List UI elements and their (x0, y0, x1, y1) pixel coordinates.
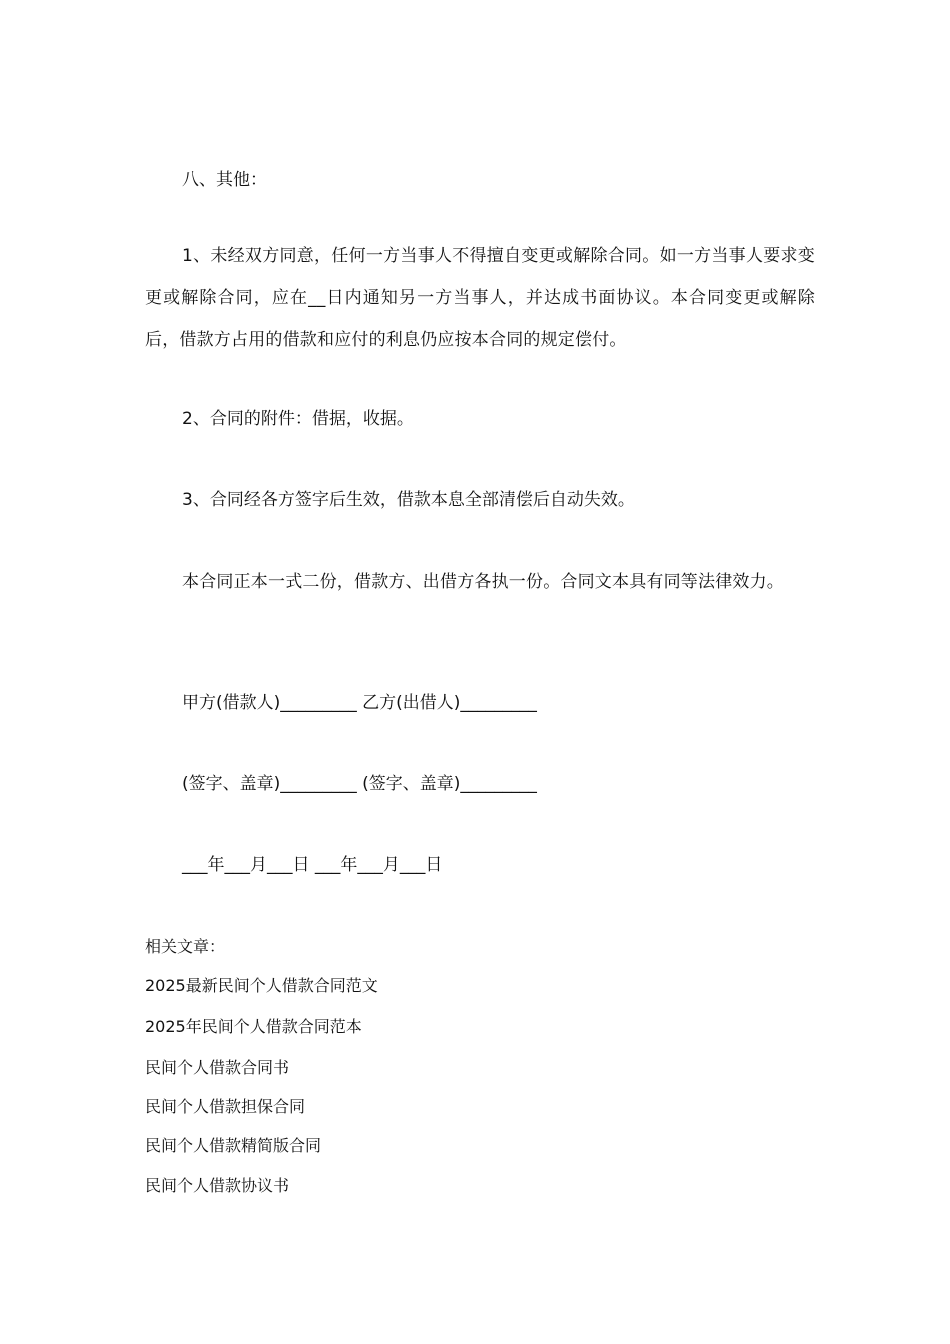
section-heading: 八、其他： (182, 170, 267, 190)
related-articles-title: 相关文章： (145, 937, 226, 956)
related-link-1[interactable]: 2025最新民间个人借款合同范文 (145, 976, 378, 995)
copies-statement: 本合同正本一式二份，借款方、出借方各执一份。合同文本具有同等法律效力。 (182, 572, 784, 592)
signature-parties: 甲方(借款人)_________ 乙方(出借人)_________ (182, 693, 537, 713)
signature-seal: (签字、盖章)_________ (签字、盖章)_________ (182, 774, 537, 794)
related-link-5[interactable]: 民间个人借款精简版合同 (145, 1136, 322, 1155)
related-link-6[interactable]: 民间个人借款协议书 (145, 1176, 290, 1195)
related-link-3[interactable]: 民间个人借款合同书 (145, 1058, 290, 1077)
signature-date: ___年___月___日 ___年___月___日 (182, 855, 443, 875)
related-link-2[interactable]: 2025年民间个人借款合同范本 (145, 1017, 362, 1036)
related-link-4[interactable]: 民间个人借款担保合同 (145, 1097, 306, 1116)
clause-2: 2、合同的附件：借据，收据。 (182, 409, 414, 429)
clause-3: 3、合同经各方签字后生效，借款本息全部清偿后自动失效。 (182, 490, 635, 510)
clause-1: 1、未经双方同意，任何一方当事人不得擅自变更或解除合同。如一方当事人要求变更或解除合同，应在__日内通知另一方当事人，并达成书面协议。本合同变更或解除后，借款方占用的借款和应付的利息仍应按本合同的规定偿付。 (145, 246, 815, 350)
